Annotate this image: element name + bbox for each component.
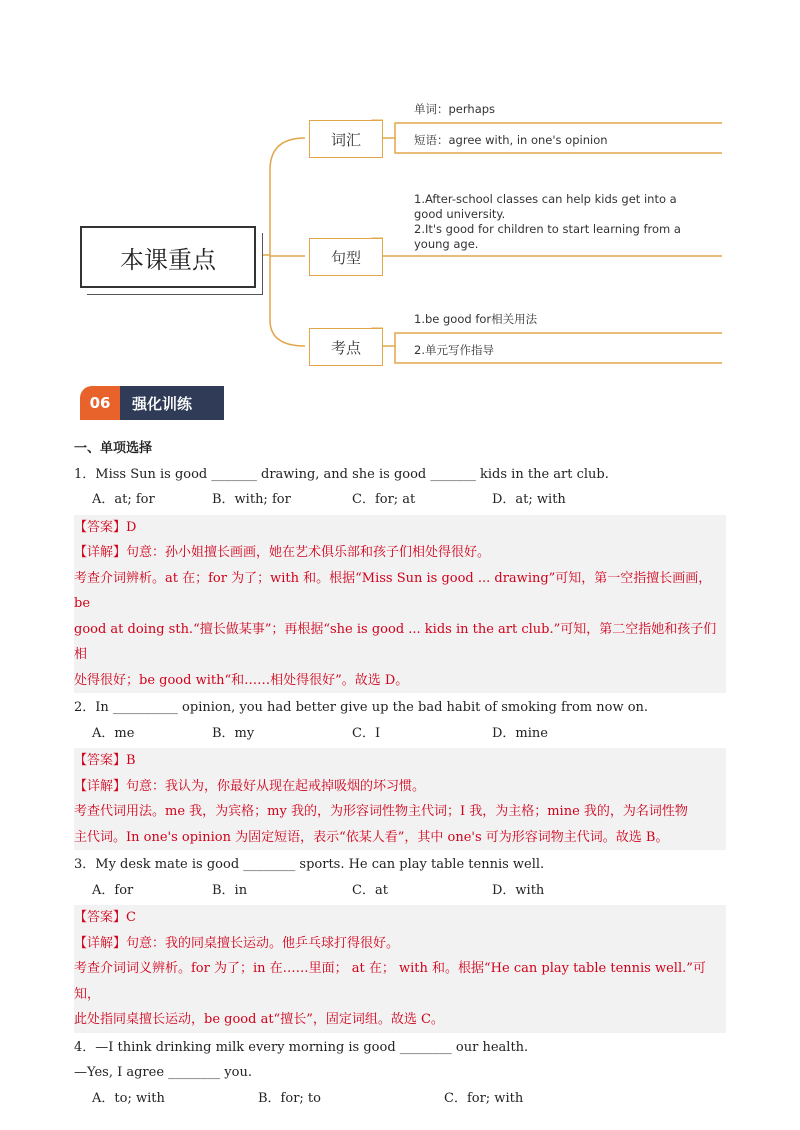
vocab-word: 单词：perhaps xyxy=(414,102,496,116)
exercise-content xyxy=(74,436,726,1111)
node-vocabulary: 词汇 xyxy=(309,120,383,158)
answer-block xyxy=(74,905,726,1033)
question-2 xyxy=(74,695,726,850)
option-d: D．with xyxy=(492,882,545,898)
answer-line: 【答案】B xyxy=(74,753,136,768)
pattern-line-3: 2.It's good for children to start learning from a xyxy=(414,222,681,236)
vocab-phrase: 短语：agree with, in one's opinion xyxy=(414,133,608,147)
options xyxy=(74,1086,726,1112)
detail-line: 考查介词辨析。at 在；for 为了；with 和。根据“Miss Sun is good ... drawing”可知，第一空指擅长画画，be xyxy=(74,570,712,611)
question-3 xyxy=(74,852,726,1033)
exam-point-1: 1.be good for相关用法 xyxy=(414,312,538,326)
section-number: 06 xyxy=(80,386,120,420)
answer-line: 【答案】D xyxy=(74,519,137,535)
question-stem: 4．—I think drinking milk every morning is good ________ our health. xyxy=(74,1039,529,1055)
question-stem: 3．My desk mate is good ________ sports. He can play table tennis well. xyxy=(74,857,545,872)
detail-line: 处得很好；be good with“和……相处得很好”。故选 D。 xyxy=(74,672,409,688)
detail-line: 考查代词用法。me 我，为宾格；my 我的，为形容词性物主代词；I 我，为主格；mine 我的，为名词性物 xyxy=(74,804,688,819)
question-stem: 1．Miss Sun is good _______ drawing, and she is good _______ kids in the art club. xyxy=(74,466,609,482)
answer-block xyxy=(74,515,726,694)
detail-line: good at doing sth.“擅长做某事”；再根据“she is good ... kids in the art club.”可知，第二空指她和孩子们相 xyxy=(74,621,717,662)
option-b: B．for; to xyxy=(258,1090,321,1106)
option-a: A．me xyxy=(92,725,135,741)
pattern-line-2: good university. xyxy=(414,207,506,221)
question-4 xyxy=(74,1035,726,1112)
option-d: D．at; with xyxy=(492,492,566,507)
node-sentence-patterns: 句型 xyxy=(309,238,383,276)
option-c: C．for; with xyxy=(444,1090,524,1106)
option-a: A．for xyxy=(92,882,134,898)
mind-map-title: 本课重点 xyxy=(80,226,256,288)
pattern-line-4: young age. xyxy=(414,237,479,251)
question-stem: 2．In __________ opinion, you had better give up the bad habit of smoking from now on. xyxy=(74,700,649,715)
mind-map xyxy=(0,0,800,380)
option-c: C．I xyxy=(352,725,381,741)
answer-line: 【答案】C xyxy=(74,910,136,925)
section-label: 强化训练 xyxy=(120,386,224,420)
detail-line: 【详解】句意：孙小姐擅长画画，她在艺术俱乐部和孩子们相处得很好。 xyxy=(74,545,491,560)
pattern-line-1: 1.After-school classes can help kids get into a xyxy=(414,192,677,206)
question-1 xyxy=(74,462,726,694)
option-b: B．with; for xyxy=(212,492,291,507)
question-stem: —Yes, I agree ________ you. xyxy=(74,1065,252,1080)
mind-map-connectors xyxy=(0,0,800,380)
option-a: A．at; for xyxy=(92,492,155,507)
option-b: B．my xyxy=(212,725,255,741)
answer-block xyxy=(74,748,726,850)
detail-line: 此处指同桌擅长运动，be good at“擅长”，固定词组。故选 C。 xyxy=(74,1012,444,1027)
section-heading: 一、单项选择 xyxy=(74,441,153,456)
options xyxy=(74,878,726,904)
option-c: C．for; at xyxy=(352,492,416,507)
detail-line: 【详解】句意：我认为，你最好从现在起戒掉吸烟的坏习惯。 xyxy=(74,778,426,794)
option-b: B．in xyxy=(212,882,248,898)
node-exam-points: 考点 xyxy=(309,328,383,366)
section-badge xyxy=(80,386,224,420)
option-a: A．to; with xyxy=(92,1090,165,1106)
options xyxy=(74,721,726,747)
detail-line: 主代词。In one's opinion 为固定短语，表示“依某人看”，其中 one's 可为形容词物主代词。故选 B。 xyxy=(74,829,669,845)
detail-line: 考查介词词义辨析。for 为了；in 在……里面； at 在； with 和。根据“He can play table tennis well.”可知， xyxy=(74,961,706,1002)
option-d: D．mine xyxy=(492,725,548,741)
detail-line: 【详解】句意：我的同桌擅长运动。他乒乓球打得很好。 xyxy=(74,935,400,951)
options xyxy=(74,487,726,513)
exam-point-2: 2.单元写作指导 xyxy=(414,343,494,357)
option-c: C．at xyxy=(352,882,388,898)
